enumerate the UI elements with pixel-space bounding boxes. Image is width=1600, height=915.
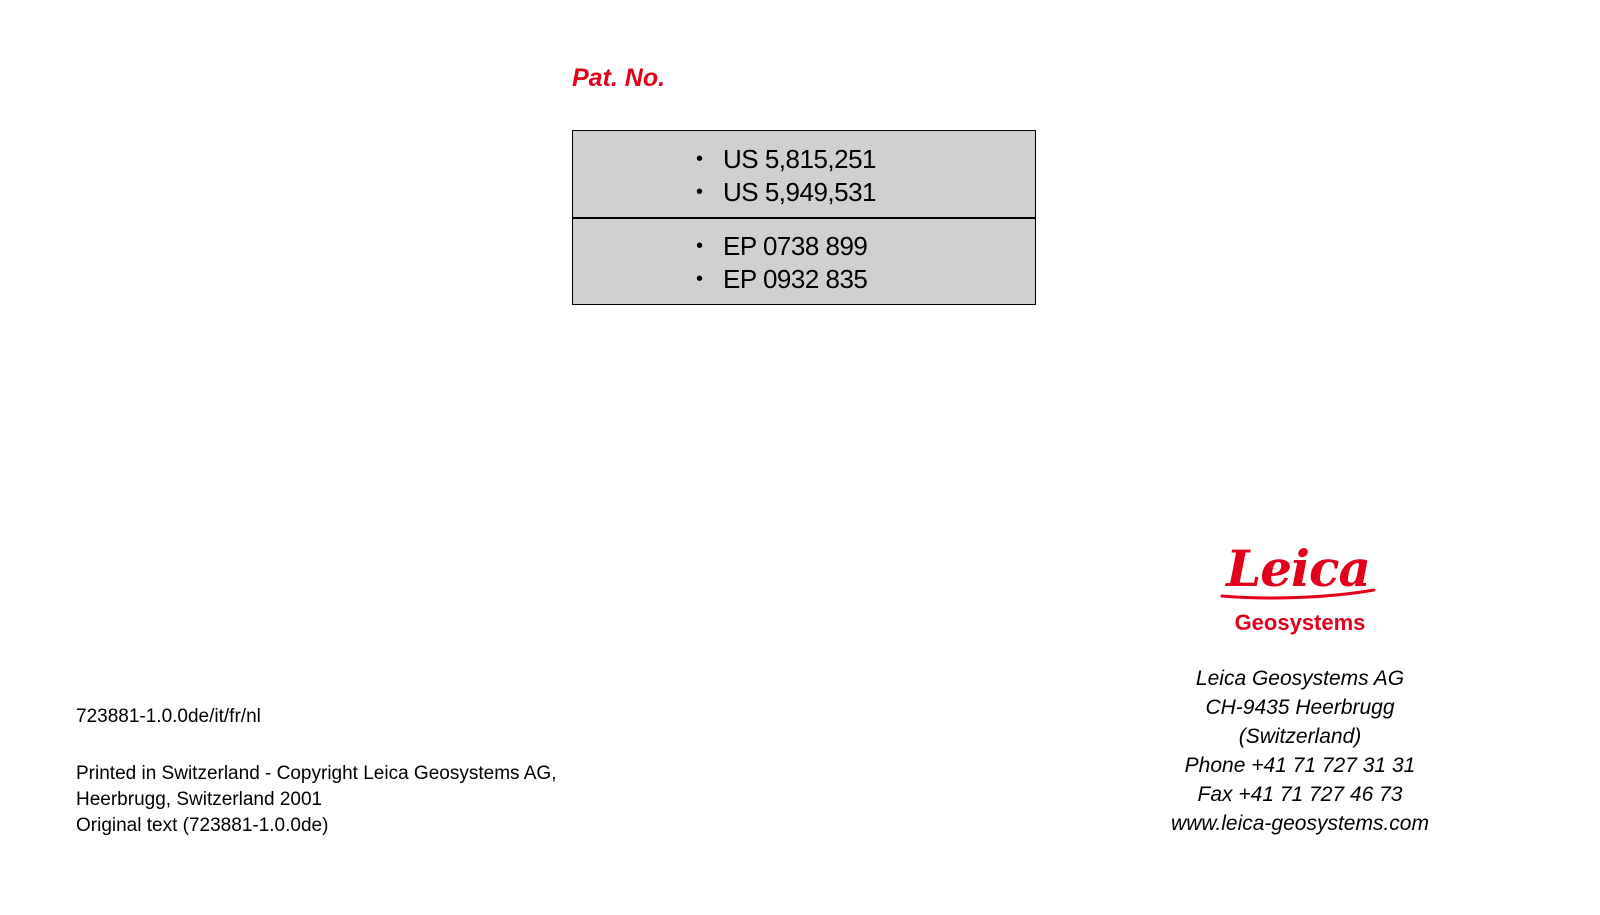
bullet-icon: • (696, 181, 704, 203)
patent-number: US 5,815,251 (723, 144, 877, 174)
patent-table (572, 130, 1036, 305)
company-country: (Switzerland) (1238, 725, 1362, 748)
company-postal: CH-9435 Heerbrugg (1205, 696, 1395, 719)
patent-number: EP 0932 835 (723, 264, 868, 294)
bullet-icon: • (696, 148, 704, 170)
patent-item (573, 143, 1035, 176)
company-phone: Phone +41 71 727 31 31 (1184, 754, 1416, 777)
print-line: Heerbrugg, Switzerland 2001 (76, 789, 323, 810)
document-code: 723881-1.0.0de/it/fr/nl (76, 706, 261, 727)
leica-logo (1208, 536, 1398, 651)
bullet-icon: • (696, 268, 704, 290)
print-line: Original text (723881-1.0.0de) (76, 815, 329, 836)
patent-item (573, 176, 1035, 209)
company-address (1140, 664, 1460, 838)
company-name: Leica Geosystems AG (1195, 667, 1405, 690)
patent-group-us (573, 131, 1035, 217)
logo-division: Geosystems (1234, 610, 1366, 635)
patent-number: EP 0738 899 (723, 231, 868, 261)
company-website-link[interactable]: www.leica-geosystems.com (1171, 812, 1429, 835)
patent-title: Pat. No. (572, 64, 666, 92)
patent-item (573, 230, 1035, 263)
company-fax: Fax +41 71 727 46 73 (1197, 783, 1403, 806)
bullet-icon: • (696, 235, 704, 257)
patent-number: US 5,949,531 (723, 177, 877, 207)
patent-item (573, 263, 1035, 296)
logo-brand: Leica (1226, 539, 1370, 598)
patent-group-ep (573, 217, 1035, 304)
print-line: Printed in Switzerland - Copyright Leica Geosystems AG, (76, 763, 557, 784)
print-note (76, 761, 556, 839)
